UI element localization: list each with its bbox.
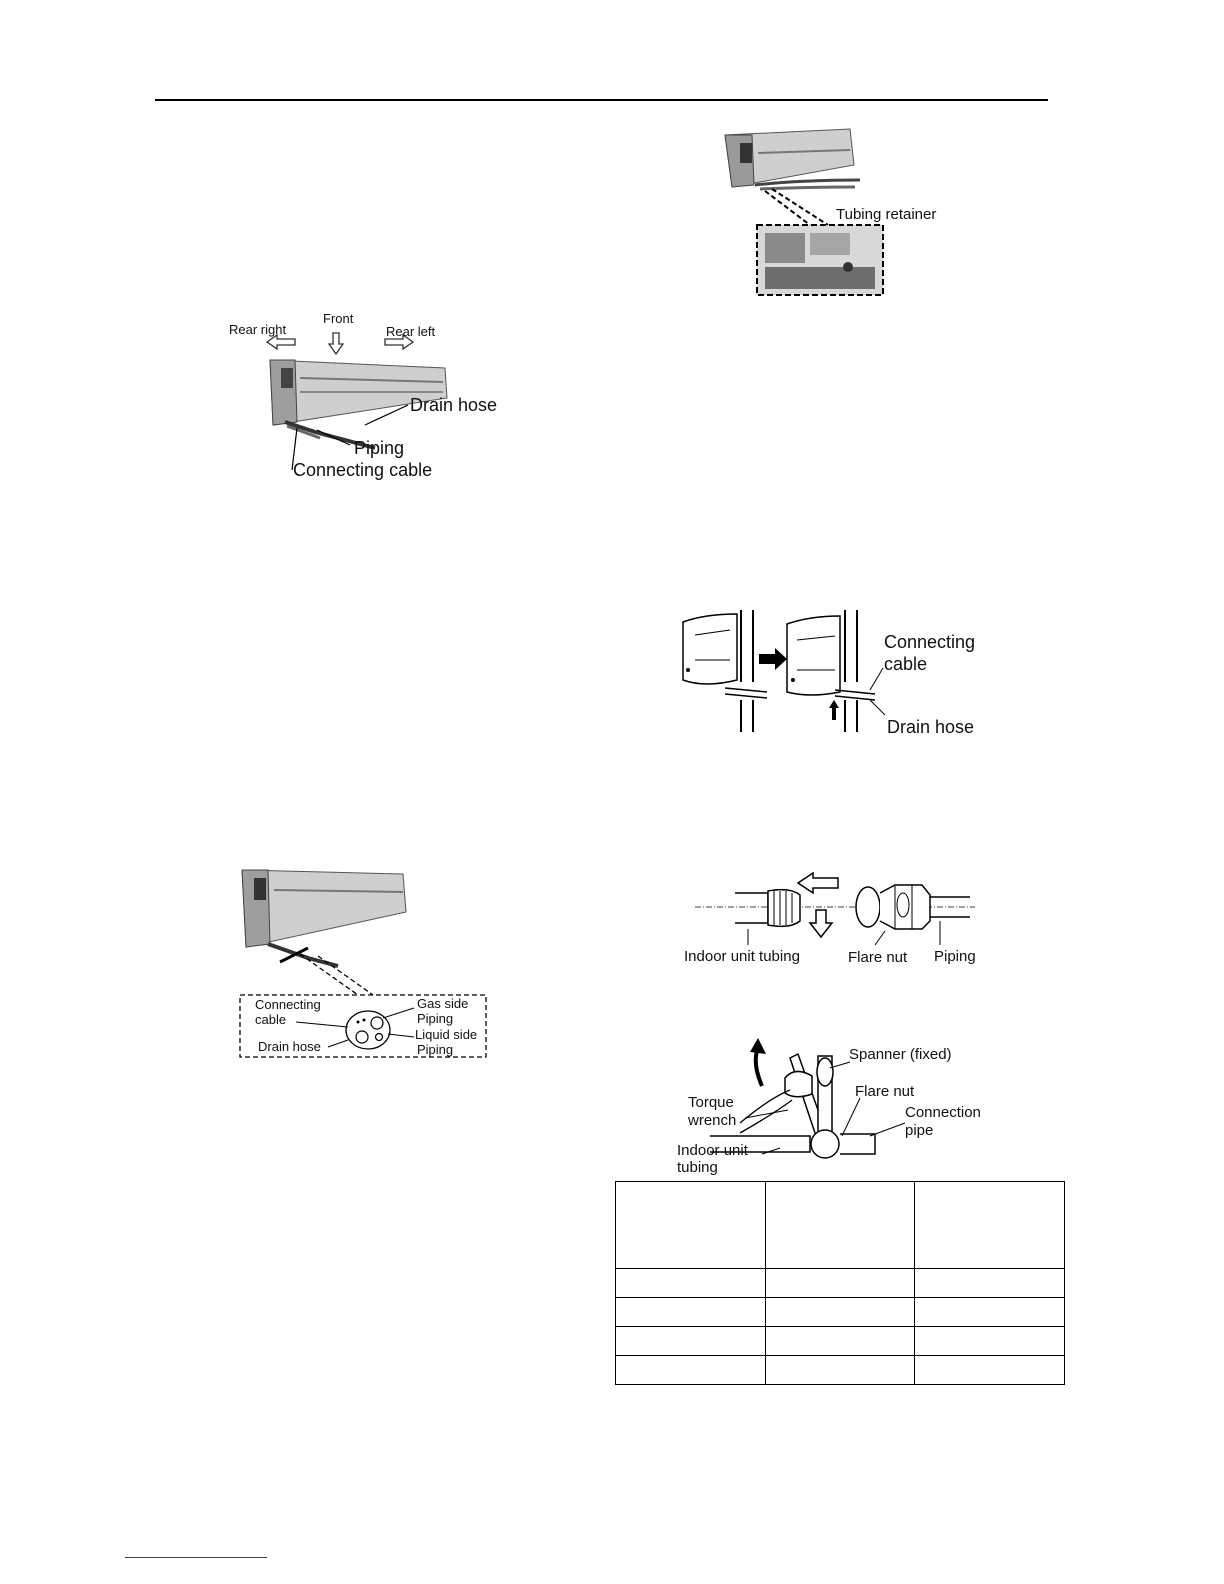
arrow-left-icon (267, 335, 295, 349)
table-cell (765, 1182, 915, 1269)
table-cell (765, 1356, 915, 1385)
label-liquid-side-1: Liquid side (415, 1027, 478, 1042)
label-drain-hose: Drain hose (410, 395, 498, 415)
table-row (616, 1269, 1065, 1298)
label-spanner: Spanner (fixed) (849, 1046, 952, 1063)
table-row (616, 1298, 1065, 1327)
label-bundle-connecting-1: Connecting (255, 997, 321, 1012)
flare-connection-drawing (690, 865, 980, 950)
arrow-up-icon (829, 700, 839, 720)
table-cell (765, 1298, 915, 1327)
label-piping: Piping (354, 438, 405, 458)
arrow-down-icon (329, 333, 343, 354)
table-cell (616, 1327, 766, 1356)
header-rule (155, 99, 1048, 101)
table-cell (765, 1269, 915, 1298)
label-rear-right: Rear right (229, 322, 287, 337)
table-cell (915, 1269, 1065, 1298)
table-cell (616, 1182, 766, 1269)
wall-mount-drawing (675, 610, 895, 735)
table-cell (915, 1356, 1065, 1385)
table-cell (616, 1356, 766, 1385)
table-cell (616, 1298, 766, 1327)
table-cell (915, 1182, 1065, 1269)
label-flare-nut-wrench: Flare nut (855, 1083, 915, 1100)
arrow-down-icon (810, 910, 832, 937)
label-liquid-side-2: Piping (417, 1042, 454, 1057)
torque-table (615, 1181, 1065, 1385)
label-flare-nut: Flare nut (848, 949, 908, 966)
arrow-right-icon (759, 648, 787, 670)
label-torque-2: wrench (688, 1112, 737, 1129)
table-cell (915, 1327, 1065, 1356)
label-torque-1: Torque (688, 1094, 734, 1111)
label-gas-side-1: Gas side (417, 996, 469, 1011)
label-rear-left: Rear left (386, 324, 436, 339)
label-connection-1: Connection (905, 1104, 981, 1121)
label-connecting-cable-2: cable (884, 654, 928, 674)
label-connecting-cable-1: Connecting (884, 632, 976, 652)
label-indoor-2: tubing (677, 1159, 718, 1176)
label-connection-2: pipe (905, 1122, 934, 1139)
label-connecting-cable: Connecting cable (293, 460, 433, 480)
label-indoor-unit-tubing: Indoor unit tubing (684, 948, 800, 965)
footer-link-rule (125, 1557, 267, 1558)
arrow-left-icon (798, 873, 838, 893)
table-cell (616, 1269, 766, 1298)
table-cell (765, 1327, 915, 1356)
label-bundle-drain-hose: Drain hose (258, 1039, 321, 1054)
table-row (616, 1327, 1065, 1356)
table-cell (915, 1298, 1065, 1327)
label-tubing-retainer: Tubing retainer (836, 206, 937, 223)
label-indoor-1: Indoor unit (677, 1142, 748, 1159)
table-header-row (616, 1182, 1065, 1269)
label-piping-flare: Piping (934, 948, 976, 965)
rotate-arrow-icon (756, 1048, 762, 1086)
label-drain-hose-wall: Drain hose (887, 717, 975, 737)
table-row (616, 1356, 1065, 1385)
label-bundle-connecting-2: cable (255, 1012, 287, 1027)
label-front: Front (323, 311, 354, 326)
label-gas-side-2: Piping (417, 1011, 454, 1026)
